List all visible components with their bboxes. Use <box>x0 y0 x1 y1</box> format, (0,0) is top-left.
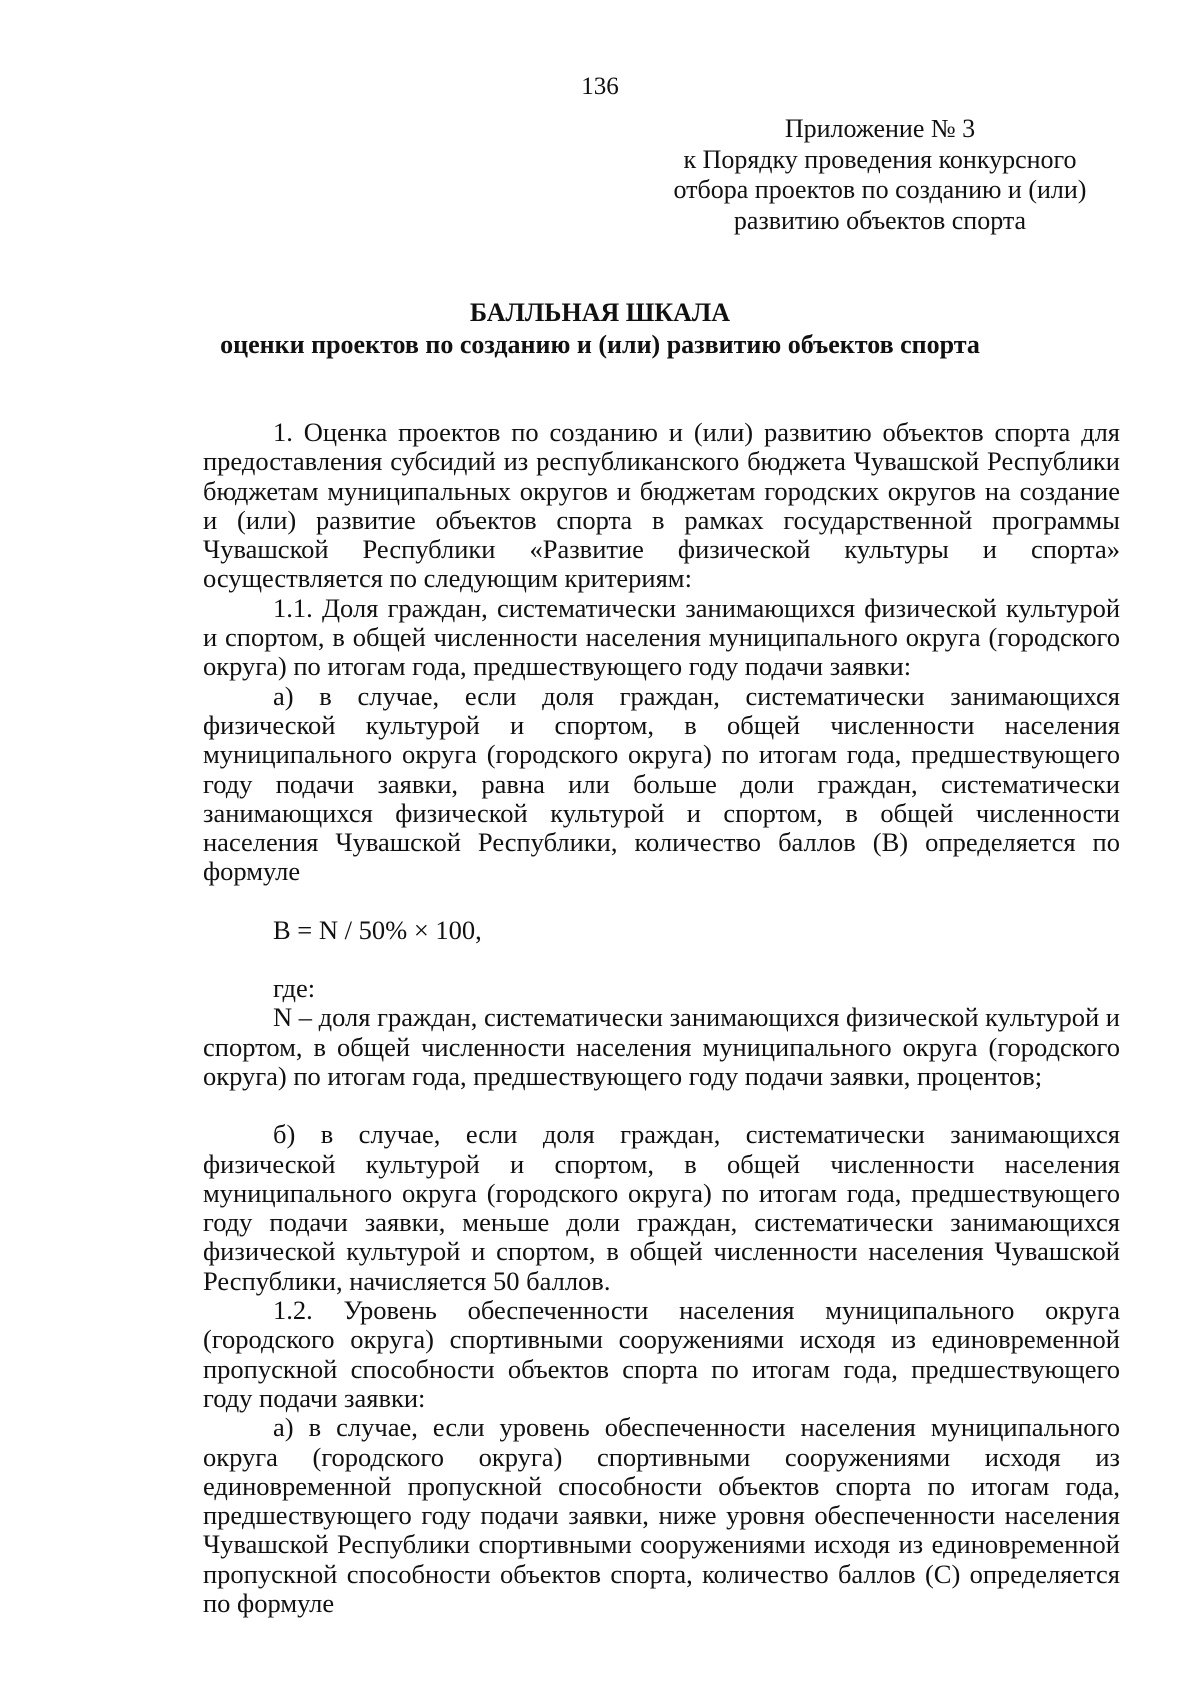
where-label: где: <box>273 973 316 1004</box>
document-title: БАЛЛЬНАЯ ШКАЛА <box>469 298 731 327</box>
document-subtitle: оценки проектов по созданию и (или) развитию объектов спорта <box>220 330 980 359</box>
paragraph-1-1-a: а) в случае, если доля граждан, систематически занимающихся физической культурой и спортом, в общей численности населения муниципального округа (городского округа) по итогам года, предшествующего году подачи заявки, равна или больше доли граждан, систематически занимающихся физической культурой и спортом, в общей численности населения Чувашской Республики, количество баллов (В) определяется по формуле <box>203 680 1120 887</box>
paragraph-1-2: 1.2. Уровень обеспеченности населения муниципального округа (городского округа) спортивными сооружениями исходя из единовременной пропускной способности объектов спорта по итогам года, предшествующего году подачи заявки: <box>203 1295 1120 1413</box>
paragraph-1-1: 1.1. Доля граждан, систематически занимающихся физической культурой и спортом, в общей численности населения муниципального округа (городского округа) по итогам года, предшествующего году подачи заявки: <box>203 592 1120 682</box>
paragraph-1: 1. Оценка проектов по созданию и (или) развитию объектов спорта для предоставления субсидий из республиканского бюджета Чувашской Республики бюджетам муниципальных округов и бюджетам городских округов на создание и (или) развитие объектов спорта в рамках государственной программы Чувашской Республики «Развитие физической культуры и спорта» осуществляется по следующим критериям: <box>203 417 1120 594</box>
appendix-header <box>660 114 1100 236</box>
appendix-line-4: развитию объектов спорта <box>733 205 1027 235</box>
n-definition: N – доля граждан, систематически занимающихся физической культурой и спортом, в общей численности населения муниципального округа (городского округа) по итогам года, предшествующего году подачи заявки, процентов; <box>203 1002 1120 1091</box>
formula-b: В = N / 50% × 100, <box>273 914 482 945</box>
paragraph-1-2-a: а) в случае, если уровень обеспеченности населения муниципального округа (городского округа) спортивными сооружениями исходя из единовременной пропускной способности объектов спорта по итогам года, предшествующего году подачи заявки, ниже уровня обеспеченности населения Чувашской Республики спортивными сооружениями исходя из единовременной пропускной способности объектов спорта, количество баллов (С) определяется по формуле <box>203 1412 1120 1618</box>
appendix-line-1: Приложение № 3 <box>784 114 976 143</box>
appendix-line-2: к Порядку проведения конкурсного <box>683 144 1077 174</box>
page-number: 136 <box>581 73 619 100</box>
paragraph-1-1-b: б) в случае, если доля граждан, систематически занимающихся физической культурой и спортом, в общей численности населения муниципального округа (городского округа) по итогам года, предшествующего году подачи заявки, меньше доли граждан, систематически занимающихся физической культурой и спортом, в общей численности населения Чувашской Республики, начисляется 50 баллов. <box>203 1119 1120 1296</box>
appendix-line-3: отбора проектов по созданию и (или) <box>673 175 1087 204</box>
document-body <box>203 418 1120 1618</box>
